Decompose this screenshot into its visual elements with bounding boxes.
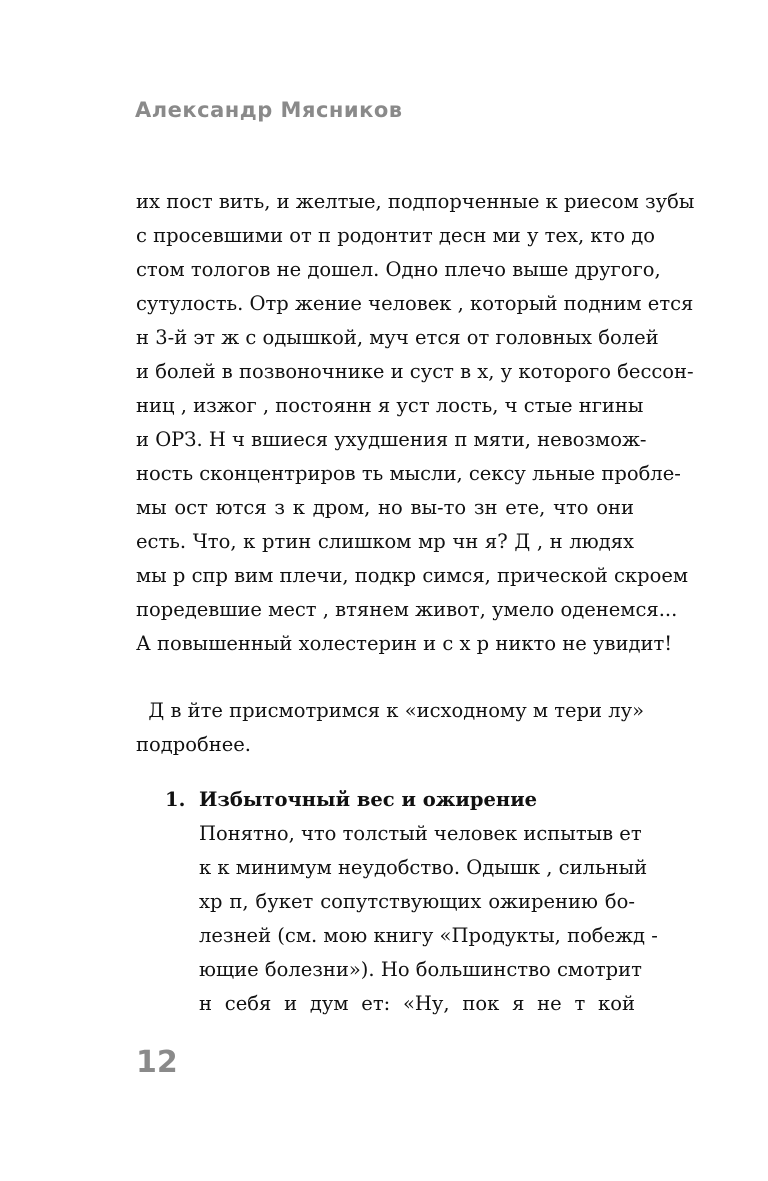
text-line: н себя и дум ет: «Ну, пок я не т кой <box>199 992 635 1015</box>
text-line: Понятно, что толстый человек испытыв ет <box>199 822 642 845</box>
text-line: стом тологов не дошел. Одно плечо выше другого, <box>136 258 661 281</box>
text-line: к к минимум неудобство. Одышк , сильный <box>199 856 648 879</box>
text-line: подробнее. <box>136 733 251 756</box>
text-line: есть. Что, к ртин слишком мр чн я? Д , н людях <box>136 530 634 553</box>
page-number: 12 <box>136 1045 178 1080</box>
text-line: мы ост ются з к дром, но вы-то зн ете, что они <box>136 496 634 519</box>
text-line: и ОРЗ. Н ч вшиеся ухудшения п мяти, невозмож- <box>136 428 647 451</box>
text-line: сутулость. Отр жение человек , который подним ется <box>136 292 694 315</box>
text-line: их пост вить, и желтые, подпорченные к риесом зубы <box>136 190 695 213</box>
text-line: и болей в позвоночнике и суст в х, у которого бессон- <box>136 360 694 383</box>
list-item-body <box>199 817 658 1021</box>
list-item-title: Избыточный вес и ожирение <box>199 788 538 811</box>
text-line: поредевшие мест , втянем живот, умело оденемся... <box>136 598 678 621</box>
text-line: ющие болезни»). Но большинство смотрит <box>199 958 642 981</box>
list-item-heading <box>165 783 635 817</box>
body-text <box>136 185 695 762</box>
text-line: лезней (см. мою книгу «Продукты, побежд - <box>199 924 658 947</box>
list-item-number: 1. <box>165 788 186 811</box>
text-line: н 3-й эт ж с одышкой, муч ется от головных болей <box>136 326 659 349</box>
text-line: мы р спр вим плечи, подкр симся, прической скроем <box>136 564 689 587</box>
text-line: ниц , изжог , постоянн я уст лость, ч стые нгины <box>136 394 644 417</box>
running-head: Александр Мясников <box>135 98 403 122</box>
text-line: ность сконцентриров ть мысли, сексу льные пробле- <box>136 462 681 485</box>
paragraph <box>136 694 645 762</box>
paragraph <box>136 185 695 661</box>
paragraph-gap <box>136 661 634 694</box>
numbered-list <box>165 783 658 1021</box>
text-line: хр п, букет сопутствующих ожирению бо- <box>199 890 635 913</box>
text-line: Д в йте присмотримся к «исходному м тери лу» <box>136 699 645 722</box>
text-line: с просевшими от п родонтит десн ми у тех, кто до <box>136 224 656 247</box>
text-line: А повышенный холестерин и с х р никто не увидит! <box>136 632 673 655</box>
